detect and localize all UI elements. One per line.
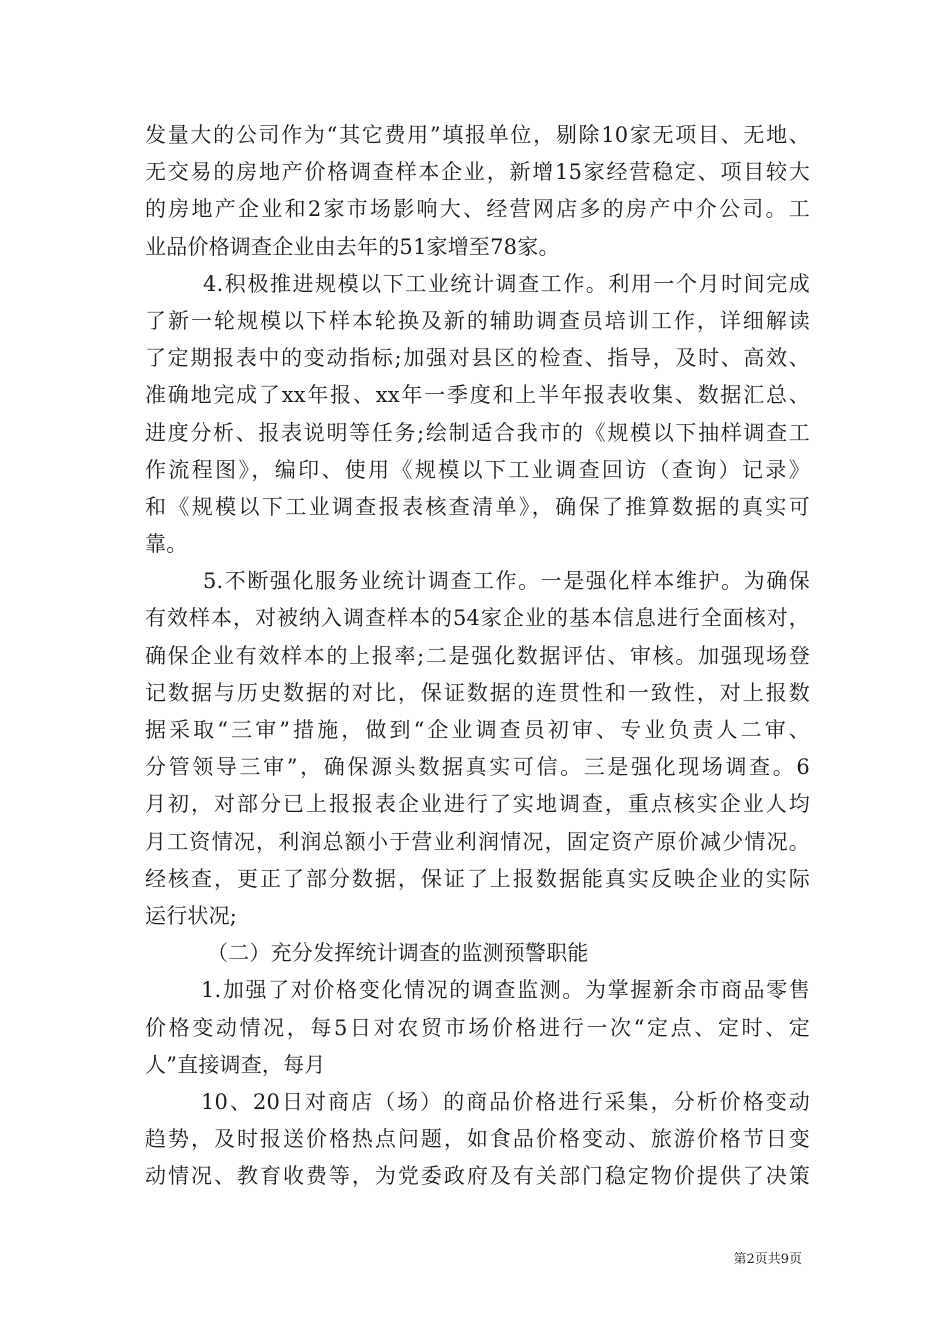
paragraph-start-line: 1.加强了对价格变化情况的调查监测。为掌握新余市商品零售	[201, 978, 810, 1003]
paragraph-start-line: 5.不断强化服务业统计调查工作。一是强化样本维护。为确保	[203, 569, 810, 594]
text-line: 了新一轮规模以下样本轮换及新的辅助调查员培训工作，详细解读	[145, 308, 810, 333]
text-line: 分管领导三审”，确保源头数据真实可信。三是强化现场调查。6	[145, 755, 810, 780]
text-line: 了定期报表中的变动指标;加强对县区的检查、指导，及时、高效、	[145, 346, 810, 371]
text-line: 靠。	[145, 532, 188, 557]
text-line: 价格变动情况，每5日对农贸市场价格进行一次“定点、定时、定	[145, 1015, 810, 1040]
text-line: 业品价格调查企业由去年的51家增至78家。	[145, 234, 560, 259]
text-line: 有效样本，对被纳入调查样本的54家企业的基本信息进行全面核对，	[145, 606, 810, 631]
text-line: 和《规模以下工业调查报表核查清单》，确保了推算数据的真实可	[145, 494, 810, 519]
text-line: 人”直接调查，每月	[145, 1052, 326, 1077]
text-line: 发量大的公司作为“其它费用”填报单位，剔除10家无项目、无地、	[145, 123, 810, 147]
text-line: 记数据与历史数据的对比，保证数据的连贯性和一致性，对上报数	[145, 680, 810, 705]
text-line: 月初，对部分已上报报表企业进行了实地调查，重点核实企业人均	[145, 792, 810, 817]
text-line: 确保企业有效样本的上报率;二是强化数据评估、审核。加强现场登	[145, 643, 810, 668]
text-line: 经核查，更正了部分数据，保证了上报数据能真实反映企业的实际	[145, 866, 810, 891]
text-line: 运行状况;	[145, 903, 238, 928]
section-heading: （二）充分发挥统计调查的监测预警职能	[207, 941, 589, 966]
text-line: 准确地完成了xx年报、xx年一季度和上半年报表收集、数据汇总、	[145, 383, 810, 408]
document-body	[145, 117, 810, 1195]
text-line: 动情况、教育收费等，为党委政府及有关部门稳定物价提供了决策	[145, 1164, 810, 1189]
page-number: 第2页共9页	[733, 1252, 802, 1267]
text-line: 趋势，及时报送价格热点问题，如食品价格变动、旅游价格节日变	[145, 1127, 810, 1152]
text-line: 的房地产企业和2家市场影响大、经营网店多的房产中介公司。工	[145, 197, 810, 222]
paragraph-start-line: 4.积极推进规模以下工业统计调查工作。利用一个月时间完成	[203, 271, 810, 296]
text-line: 无交易的房地产价格调查样本企业，新增15家经营稳定、项目较大	[145, 160, 810, 185]
text-line: 月工资情况，利润总额小于营业利润情况，固定资产原价减少情况。	[145, 829, 810, 854]
text-line: 进度分析、报表说明等任务;绘制适合我市的《规模以下抽样调查工	[145, 420, 810, 445]
text-line: 作流程图》，编印、使用《规模以下工业调查回访（查询）记录》	[145, 457, 810, 482]
paragraph-start-line: 10、20日对商店（场）的商品价格进行采集，分析价格变动	[201, 1089, 810, 1114]
text-line: 据采取“三审”措施，做到“企业调查员初审、专业负责人二审、	[145, 718, 810, 742]
